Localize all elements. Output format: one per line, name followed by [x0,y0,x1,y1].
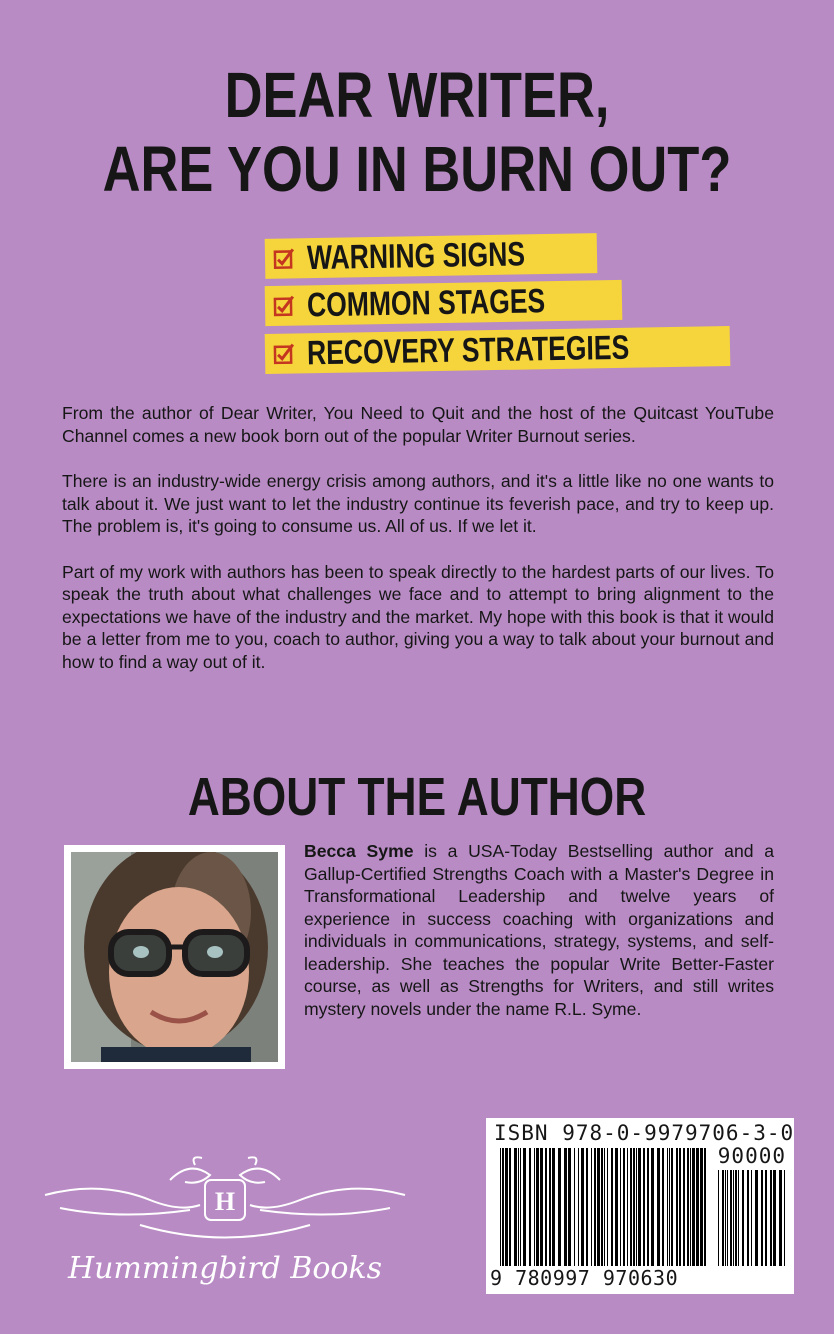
barcode-bar [647,1148,649,1266]
publisher-monogram: H [214,1187,236,1216]
barcode-bar [662,1148,664,1266]
barcode-bar [725,1170,726,1266]
barcode-bar [552,1148,555,1266]
checklist-item-common-stages [265,280,623,326]
barcode-bar [633,1148,635,1266]
barcode-bar [623,1148,625,1266]
barcode-bar [779,1170,782,1266]
publisher-logo [40,1150,410,1300]
barcode-bar [597,1148,600,1266]
portrait-illustration [71,852,278,1062]
barcode-bar [761,1170,763,1266]
barcode-bar [558,1148,561,1266]
barcode-bar [747,1170,749,1266]
barcode-bar [692,1148,695,1266]
barcode-bar [607,1148,608,1266]
barcode-bar [651,1148,654,1266]
isbn-barcode [486,1118,794,1294]
barcode-bar [518,1148,519,1266]
checklist-label: RECOVERY STRATEGIES [306,328,630,373]
barcode-bar [638,1148,641,1266]
barcode-bar [735,1170,737,1266]
barcode-bar [591,1148,592,1266]
barcode-bar [549,1148,551,1266]
description-paragraph: From the author of Dear Writer, You Need to Quit and the host of the Quitcast YouTube Channel comes a new book born out of the popular Writer Burnout series. [62,403,774,446]
checkbox-checked-icon [273,247,295,269]
author-bio-text: is a USA-Today Bestselling author and a Gallup-Certified Strengths Coach with a Master's Degree in Transformational Leadership and twelve years of experience in success coaching with organizations and individuals in communications, strategy, systems, and self-leadership. She teaches the popular Write Better-Faster course, as well as Strengths for Writers, and still writes mystery novels under the name R.L. Syme. [304,841,774,1019]
barcode-bar [669,1148,670,1266]
barcode-bar [733,1170,734,1266]
checkbox-checked-icon [273,295,295,317]
barcode-bar [727,1170,728,1266]
about-author-heading: ABOUT THE AUTHOR [187,767,647,827]
barcode-bar [581,1148,584,1266]
checklist-label: COMMON STAGES [306,282,546,325]
barcode-bar [687,1148,689,1266]
barcode-bar [594,1148,596,1266]
publisher-name: Hummingbird Books [67,1251,383,1286]
barcode-bar [620,1148,621,1266]
barcode-bar [730,1170,732,1266]
barcode-bar [529,1148,531,1266]
barcode-bar [574,1148,575,1266]
barcode-bar [627,1148,628,1266]
barcode-bar [671,1148,673,1266]
barcode-bar [520,1148,521,1266]
checklist-item-recovery-strategies [265,326,731,374]
description-paragraph: There is an industry-wide energy crisis among authors, and it's a little like no one wants to talk about it. We just want to let the industry continue its feverish pace, and try to keep up. The problem is, it's going to consume us. All of us. If we let it. [62,471,774,536]
barcode-bar [773,1170,776,1266]
ean-digits: 9 780997 970630 [490,1266,679,1290]
barcode-bar [523,1148,526,1266]
barcode-bar [630,1148,632,1266]
author-bio [304,840,774,1020]
barcode-bar [704,1148,706,1266]
barcode-bar [505,1148,508,1266]
barcode-bar [636,1148,637,1266]
barcode-bar [500,1148,501,1266]
barcode-bar [643,1148,645,1266]
book-headline [75,58,759,206]
barcode-bar [604,1148,605,1266]
author-name: Becca Syme [304,841,414,861]
description-paragraph: Part of my work with authors has been to speak directly to the hardest parts of our lives. To speak the truth about what challenges we face and to attempt to bring alignment to the expectations we have of the industry and the market. My hope with this book is that it would be a letter from me to you, coach to author, giving you a way to talk about your burnout and how to find a way out of it. [62,561,774,672]
barcode-bar [568,1148,571,1266]
barcode-bar [676,1148,678,1266]
author-photo [64,845,285,1069]
barcode-bar [611,1148,613,1266]
feature-checklist [265,236,730,377]
checklist-item-warning-signs [265,233,597,279]
barcode-bar [718,1170,719,1266]
barcode-bar [545,1148,547,1266]
barcode-bar [738,1170,739,1266]
price-code: 90000 [717,1144,786,1168]
headline-line-2: ARE YOU IN BURN OUT? [102,133,732,205]
checklist-label: WARNING SIGNS [306,235,526,278]
barcode-bar [690,1148,691,1266]
barcode-bar [601,1148,603,1266]
barcode-bar [615,1148,618,1266]
barcode-bar [765,1170,767,1266]
barcode-bar [564,1148,567,1266]
barcode-bar [667,1148,668,1266]
checkbox-checked-icon [273,343,295,365]
barcode-bar [679,1148,681,1266]
barcode-bar [700,1148,703,1266]
barcode-bar [540,1148,543,1266]
barcode-bar [657,1148,660,1266]
barcode-bar [784,1170,785,1266]
isbn-number: ISBN 978-0-9979706-3-0 [494,1121,795,1145]
barcode-bar [586,1148,588,1266]
barcode-bar [578,1148,579,1266]
barcode-bar [696,1148,699,1266]
barcode-bar [722,1170,724,1266]
barcode-bar [534,1148,535,1266]
barcode-bar [742,1170,744,1266]
barcode-bar [502,1148,504,1266]
book-description [62,402,774,696]
barcode-bar [751,1170,752,1266]
barcode-bar [536,1148,539,1266]
headline-line-1: DEAR WRITER, [224,59,610,131]
barcode-bar [514,1148,517,1266]
author-portrait-image [71,852,278,1062]
barcode-bar [755,1170,758,1266]
barcode-bar [683,1148,685,1266]
barcode-bar [770,1170,772,1266]
barcode-bar [509,1148,511,1266]
